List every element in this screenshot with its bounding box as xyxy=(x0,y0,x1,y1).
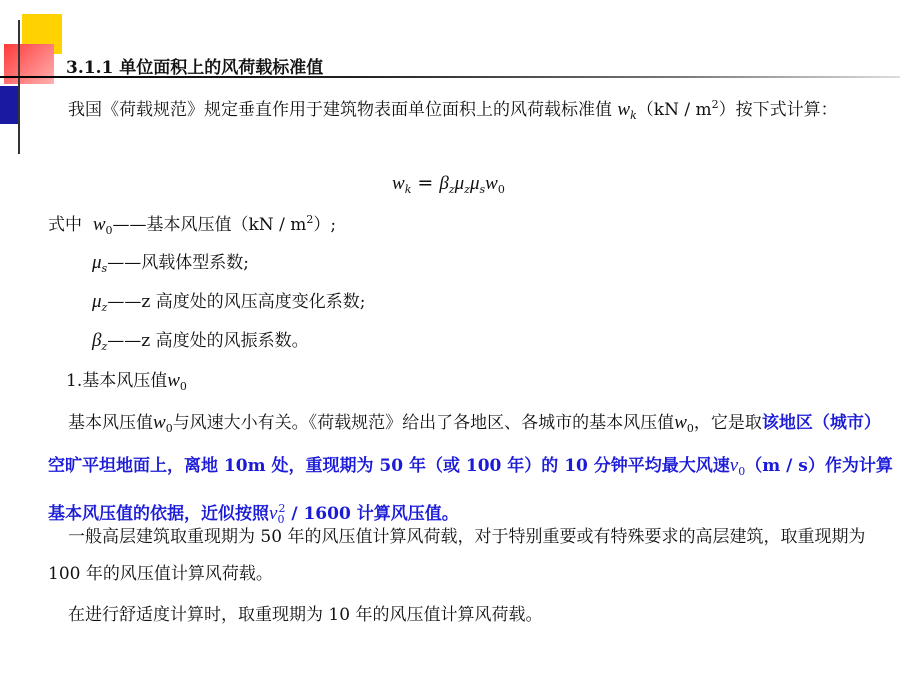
def-muz-text: ——z 高度处的风压高度变化系数; xyxy=(107,292,366,312)
p1-w0-sub-a: 0 xyxy=(165,422,173,435)
def-muz-sub: z xyxy=(101,301,108,314)
def-w0 xyxy=(48,210,336,237)
formula-beta: β xyxy=(439,173,449,194)
def-w0-end: ）; xyxy=(313,215,337,235)
def-w0-exp: 2 xyxy=(306,213,314,226)
p1-emphasis-2: （m / s）作为计算基本风压值的依据，近似按照 xyxy=(48,456,893,524)
def-mus-sub: s xyxy=(101,262,108,275)
def-betaz xyxy=(92,326,309,353)
decor-blue-square xyxy=(0,86,18,124)
def-prefix: 式中 xyxy=(48,215,82,235)
def-mus xyxy=(92,248,249,275)
p1-w0-symbol-b: w xyxy=(674,412,687,433)
p1-text-c: ，它是取 xyxy=(693,413,762,433)
def-muz-symbol: μ xyxy=(92,291,102,312)
section1-symbol: w xyxy=(167,370,180,391)
formula-lhs: w xyxy=(392,173,405,194)
formula-equals: = xyxy=(411,172,440,194)
p1-v02-exp: 2 xyxy=(278,502,286,515)
def-mus-symbol: μ xyxy=(92,252,102,273)
formula-beta-sub: z xyxy=(448,183,455,196)
def-w0-text: ——基本风压值（kN / m xyxy=(112,215,307,235)
wind-load-formula xyxy=(392,172,505,196)
wk-subscript: k xyxy=(630,109,637,122)
p1-v02-sub: 0 xyxy=(277,513,285,526)
intro-paragraph xyxy=(48,86,894,134)
def-betaz-sub: z xyxy=(101,340,108,353)
p1-emphasis-3: / 1600 计算风压值。 xyxy=(285,504,459,524)
p1-w0-sub-b: 0 xyxy=(686,422,694,435)
def-w0-sub: 0 xyxy=(105,224,113,237)
def-betaz-symbol: β xyxy=(92,330,102,351)
p1-v0-symbol: v xyxy=(729,455,739,476)
intro-unit-exp: 2 xyxy=(711,98,719,111)
return-period-paragraph: 一般高层建筑取重现期为 50 年的风压值计算风荷载，对于特别重要或有特殊要求的高层建筑，取重现期为 100 年的风压值计算风荷载。 xyxy=(48,527,866,584)
section-heading: 3.1.1 单位面积上的风荷载标准值 xyxy=(66,58,324,78)
p1-v02-symbol: v xyxy=(269,503,278,524)
def-mus-text: ——风载体型系数; xyxy=(107,253,249,273)
p1-text-a: 基本风压值 xyxy=(68,413,153,433)
def-w0-symbol: w xyxy=(92,214,106,235)
intro-text-a: 我国《荷载规范》规定垂直作用于建筑物表面单位面积上的风荷载标准值 xyxy=(68,100,612,120)
decor-vertical-line xyxy=(18,20,20,154)
intro-text-c: ）按下式计算： xyxy=(718,100,838,120)
intro-unit: （kN / m xyxy=(636,100,712,120)
formula-mus-sub: s xyxy=(479,183,486,196)
section1-title xyxy=(66,366,187,393)
p1-emphasis-1: 该地区（城市）空旷平坦地面上，离地 10m 处，重现期为 50 年（或 100 年）的 10 分钟平均最大风速 xyxy=(48,413,881,476)
formula-w0-sub: 0 xyxy=(497,183,505,196)
def-betaz-text: ——z 高度处的风振系数。 xyxy=(107,331,309,351)
formula-muz: μ xyxy=(454,173,465,194)
comfort-paragraph: 在进行舒适度计算时，取重现期为 10 年的风压值计算风荷载。 xyxy=(68,605,543,625)
p1-text-b: 与风速大小有关。《荷载规范》给出了各地区、各城市的基本风压值 xyxy=(172,413,675,433)
formula-lhs-sub: k xyxy=(404,183,412,196)
decor-red-square xyxy=(4,44,54,84)
basic-pressure-paragraph xyxy=(48,404,894,538)
section1-title-text: 1.基本风压值 xyxy=(66,371,168,391)
p1-w0-symbol-a: w xyxy=(153,412,166,433)
wk-symbol: w xyxy=(617,99,631,120)
formula-muz-sub: z xyxy=(464,183,470,196)
def-muz xyxy=(92,287,365,314)
formula-mus: μ xyxy=(469,173,480,194)
p1-v0-sub: 0 xyxy=(738,465,746,478)
formula-w0: w xyxy=(485,173,498,194)
section1-sub: 0 xyxy=(179,380,187,393)
